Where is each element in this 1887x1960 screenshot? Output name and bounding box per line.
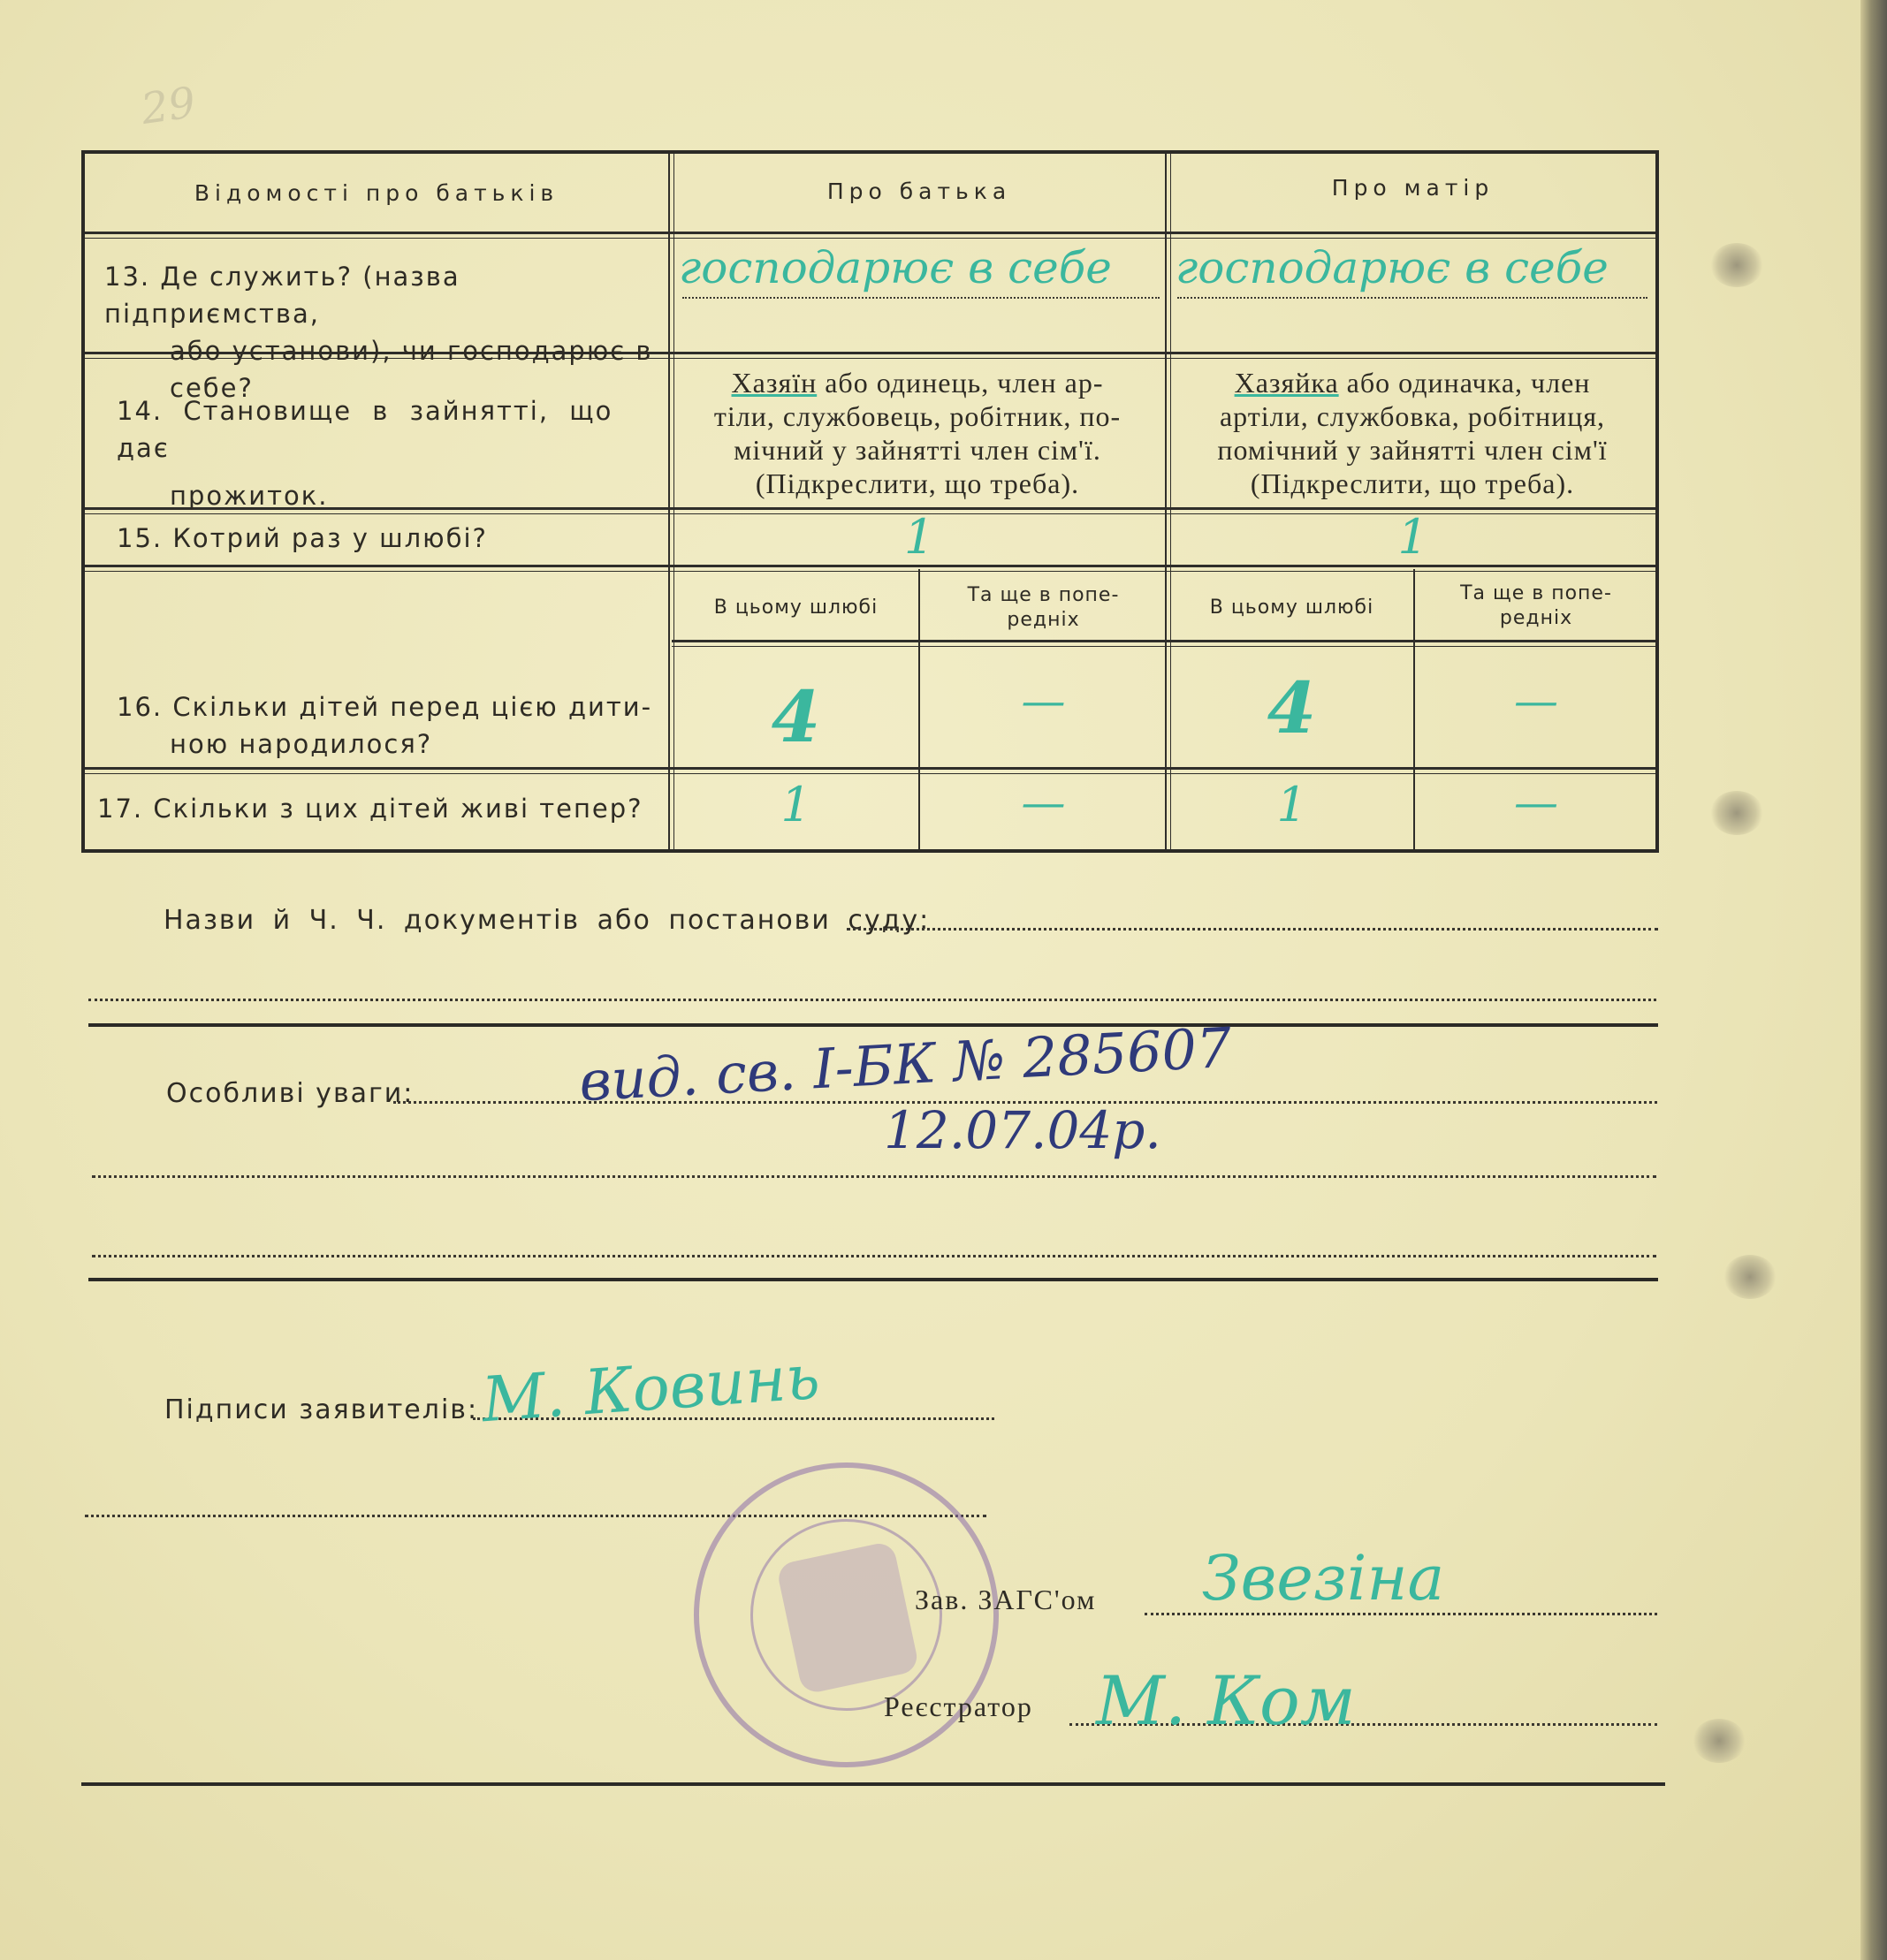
answer-16-father-this: 4 — [771, 675, 821, 758]
documents-label: Назви й Ч. Ч. документів або постанови суду: — [164, 905, 931, 936]
notes-dots — [92, 1175, 1656, 1178]
section-rule — [88, 1023, 1658, 1027]
table-rule — [672, 640, 1655, 647]
underlined-option: Хазяйка — [1234, 367, 1339, 399]
answer-17-mother-this: 1 — [1276, 777, 1307, 832]
header-mother: Про матір — [1331, 175, 1495, 201]
applicants-signature-label: Підписи заявителів: — [164, 1394, 479, 1425]
subheader-this-marriage: В цьому шлюбі — [1209, 596, 1374, 619]
question-16: 16. Скільки дітей перед цією дити- ною народилося? — [117, 692, 653, 759]
registrar-signature: М. Ком — [1096, 1661, 1356, 1740]
subheader-previous: Та ще в попе- редніх — [967, 584, 1120, 631]
question-13: 13. Де служить? (назва підприємства, або установи), чи господарює в себе? — [104, 262, 653, 403]
answer-16-father-previous: — — [1021, 675, 1066, 726]
head-signature-label: Зав. ЗАГС'ом — [915, 1584, 1097, 1615]
question-15: 15. Котрий раз у шлюбі? — [117, 523, 488, 553]
notes-label: Особливі уваги: — [166, 1078, 415, 1109]
table-column-rule — [918, 569, 920, 849]
header-father: Про батька — [826, 179, 1012, 204]
binding-hole — [1710, 243, 1763, 287]
table-rule — [85, 232, 1655, 239]
notes-handwritten-line2: 12.07.04р. — [884, 1100, 1161, 1160]
options-14-mother: Хазяйка або одиначка, член артіли, службовка, робітниця, помічний у зайнятті член сім'ї (Підкреслити, що треба). — [1217, 367, 1608, 499]
applicants-signature: М. Ковинь — [479, 1340, 822, 1437]
answer-dots — [1177, 297, 1647, 299]
registrar-signature-label: Реєстратор — [884, 1690, 1033, 1722]
answer-17-mother-previous: — — [1514, 777, 1558, 828]
notes-dots — [92, 1255, 1656, 1257]
binding-hole — [1723, 1255, 1777, 1299]
answer-16-mother-this: 4 — [1267, 666, 1317, 749]
binding-hole — [1710, 791, 1763, 835]
subheader-this-marriage: В цьому шлюбі — [713, 596, 879, 619]
answer-15-father: 1 — [903, 509, 935, 565]
answer-16-mother-previous: — — [1514, 675, 1558, 726]
answer-13-father: господарює в себе — [679, 242, 1112, 293]
parents-info-table — [81, 150, 1659, 853]
documents-dots — [88, 999, 1656, 1001]
options-14-father: Хазяїн або одинець, член ар- тіли, службовець, робітник, по- мічний у зайнятті член сім'ї. (Підкреслити, що треба). — [713, 367, 1122, 499]
documents-dots — [847, 928, 1658, 931]
bottom-rule — [81, 1782, 1665, 1786]
question-14: 14. Становище в зайнятті, що дає прожиток. — [117, 396, 613, 511]
table-column-rule — [1413, 569, 1415, 849]
answer-15-mother: 1 — [1397, 509, 1428, 565]
answer-17-father-previous: — — [1021, 777, 1066, 828]
head-signature: Звезіна — [1202, 1542, 1445, 1614]
answer-13-mother: господарює в себе — [1176, 242, 1609, 293]
binding-hole — [1693, 1719, 1746, 1763]
question-17: 17. Скільки з цих дітей живі тепер? — [97, 794, 643, 824]
table-rule — [85, 767, 1655, 774]
page-number: 29 — [138, 78, 199, 134]
page-edge — [1860, 0, 1887, 1960]
subheader-previous: Та ще в попе- редніх — [1460, 582, 1612, 629]
table-rule — [85, 565, 1655, 572]
underlined-option: Хазяїн — [731, 367, 818, 399]
answer-17-father-this: 1 — [780, 777, 811, 832]
answer-dots — [682, 297, 1160, 299]
header-section: Відомості про батьків — [194, 180, 559, 206]
notes-handwritten-line1: вид. св. І-БК № 285607 — [577, 1014, 1234, 1114]
section-rule — [88, 1278, 1658, 1281]
